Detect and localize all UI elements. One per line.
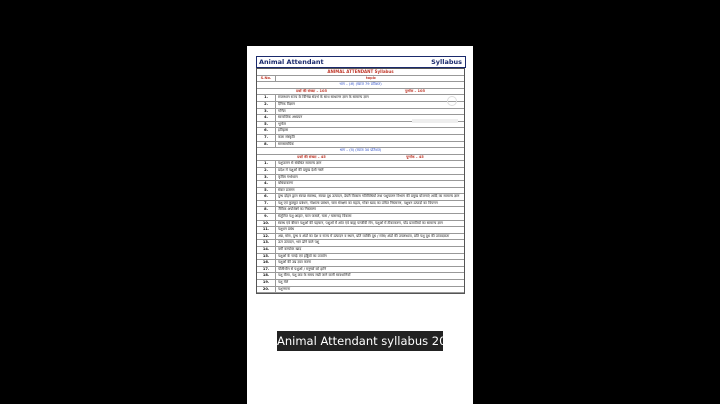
row-number: 2. — [257, 168, 276, 174]
table-row — [257, 227, 464, 234]
row-topic: बधियाकरण — [278, 181, 294, 186]
row-number: 1. — [257, 161, 276, 167]
table-row — [257, 161, 464, 168]
row-number: 19. — [257, 280, 276, 286]
row-topic: संतुलित पशु आहार, चारा फसलें, चारा / चारागाह विकास — [278, 214, 352, 219]
part-a-heading: भाग – (अ) (ब्याज 79 प्रतिशत) — [257, 82, 464, 89]
table-row — [257, 221, 464, 228]
row-number: 14. — [257, 247, 276, 253]
table-row — [257, 240, 464, 247]
syllabus-table — [256, 68, 465, 294]
part-b-heading: भाग – (ब) (ब्याज 30 प्रतिशत) — [257, 148, 464, 155]
table-row — [257, 95, 464, 102]
watermark-logo-icon — [447, 96, 457, 106]
table-row — [257, 287, 464, 294]
topic-header: topic — [365, 75, 377, 80]
row-number: 4. — [257, 115, 276, 121]
table-row — [257, 194, 464, 201]
row-topic: पशुधन प्रबंध — [278, 227, 295, 232]
part-a-questions: प्रश्नों की संख्या – 105 — [295, 88, 327, 93]
row-number: 6. — [257, 128, 276, 134]
row-topic: राजस्थान राज्य के विभिन्न संदर्भ के साथ साधारण ज्ञान के सामान्य ज्ञान — [278, 95, 369, 100]
part-b-marks: पूर्णांक – 45 — [406, 154, 424, 159]
row-topic: पॉलीथीन से पशुओं / मनुष्यों को हानि — [278, 266, 327, 271]
row-topic: कृत्रिम गर्भाधान — [278, 174, 298, 179]
row-number: 16. — [257, 260, 276, 266]
table-row — [257, 102, 464, 109]
row-topic: दुग्ध दोहन द्वारा स्वच्छ स्वास्थ्य, स्वच्छ दूध उत्पादन, डेयरी विकास गतिविधियों तथा पशुपालन विभाग की प्रमुख योजनाएं आदि का सामान्य ज्ञान — [278, 194, 460, 199]
table-row — [257, 280, 464, 287]
row-number: 5. — [257, 188, 276, 194]
video-caption: Animal Attendant syllabus 2024 — [277, 331, 443, 351]
table-row — [257, 142, 464, 149]
row-number: 1. — [257, 95, 276, 101]
table-row — [257, 247, 464, 254]
sno-header: S.No. — [257, 76, 276, 82]
header-syllabus-label: Syllabus — [431, 58, 462, 66]
row-number: 17. — [257, 267, 276, 273]
table-title: ANIMAL ATTENDANT Syllabus — [257, 69, 464, 76]
table-header-row — [257, 76, 464, 83]
part-a-marks: पूर्णांक – 105 — [404, 88, 426, 93]
row-number: 13. — [257, 240, 276, 246]
table-row — [257, 168, 464, 175]
row-topic: अन्न, मांस, दुग्ध व अंडों का देश व राज्य में उत्पादन व स्थान, प्रति व्यक्ति दूध / मांस/ अंडों की उपलब्धता, प्रति पशु दूध की उत्पादकता — [278, 233, 450, 238]
header-title: Animal Attendant — [259, 58, 324, 66]
table-row — [257, 128, 464, 135]
row-topic: पशुओं की उम्र ज्ञात करना — [278, 260, 311, 265]
table-row — [257, 109, 464, 116]
row-topic: पशु बीमा, पशु क्रय के समय रखी जाने वाली सावधानियाँ — [278, 273, 351, 278]
row-topic: पशुपालन से संबंधित सामान्य ज्ञान — [278, 161, 322, 166]
row-number: 10. — [257, 221, 276, 227]
table-row — [257, 201, 464, 208]
table-row — [257, 254, 464, 261]
row-number: 6. — [257, 194, 276, 200]
row-number: 9. — [257, 214, 276, 220]
row-number: 3. — [257, 109, 276, 115]
row-topic: भूगोल — [278, 121, 286, 126]
table-row — [257, 273, 464, 280]
row-topic: स्वस्थ एवं बीमार पशुओं की पहचान, पशुओं में आंत एवं बाह्य परजीवी रोग, पशुओं में टीकाकरण, पोंड प्रजातियों का सामान्य ज्ञान — [278, 220, 443, 225]
table-row — [257, 181, 464, 188]
row-topic: पशुओं के चमड़े एवं हड्डियों का उपयोग — [278, 253, 327, 258]
table-row — [257, 175, 464, 182]
row-topic: गणित — [278, 108, 286, 113]
row-number: 8. — [257, 207, 276, 213]
row-number: 7. — [257, 201, 276, 207]
row-topic: समसामयिक — [278, 141, 294, 146]
row-number: 2. — [257, 102, 276, 108]
row-topic: दैनिक विज्ञान — [278, 101, 295, 106]
row-topic: प्रदेश में पशुओं की प्रमुख देशी नस्लें — [278, 167, 324, 172]
row-topic: इतिहास — [278, 128, 289, 133]
row-topic: जैविक अपशिष्टों का निस्तारण — [278, 207, 317, 212]
document-header — [256, 56, 466, 68]
part-b-counts — [257, 155, 464, 162]
row-number: 11. — [257, 227, 276, 233]
row-number: 20. — [257, 287, 276, 293]
row-topic: पशु मेले — [278, 280, 289, 284]
table-row — [257, 234, 464, 241]
table-row — [257, 188, 464, 195]
row-topic: कला संस्कृति — [278, 134, 295, 139]
row-number: 5. — [257, 122, 276, 128]
row-number: 8. — [257, 142, 276, 148]
row-topic: ऊन उत्पादन, भार ढोने वाले पशु — [278, 240, 320, 245]
table-row — [257, 214, 464, 221]
table-row — [257, 260, 464, 267]
row-number: 18. — [257, 273, 276, 279]
watermark-strip — [412, 119, 458, 123]
row-number: 15. — [257, 254, 276, 260]
row-number: 3. — [257, 175, 276, 181]
part-b-rows — [257, 161, 464, 293]
row-topic: संकर प्रजनन — [278, 187, 295, 192]
row-topic: सामाजिक अध्ययन — [278, 115, 303, 120]
row-topic: वर्मी कम्पोस्ट खाद — [278, 247, 302, 252]
row-number: 12. — [257, 234, 276, 240]
row-topic: पशु एवं कुक्कुट प्रबंधन, गोशाला प्रबंधन, चारा संरक्षण का महत्व, गोबर खाद का उचित निस्तारण, पशुधन उत्पादों का विपणन — [278, 200, 438, 205]
part-b-questions: प्रश्नों की संख्या – 45 — [297, 154, 326, 159]
row-number: 4. — [257, 181, 276, 187]
row-number: 7. — [257, 135, 276, 141]
table-row — [257, 267, 464, 274]
table-row — [257, 135, 464, 142]
table-row — [257, 207, 464, 214]
row-topic: पशुगणना — [278, 286, 291, 291]
part-a-counts — [257, 89, 464, 96]
